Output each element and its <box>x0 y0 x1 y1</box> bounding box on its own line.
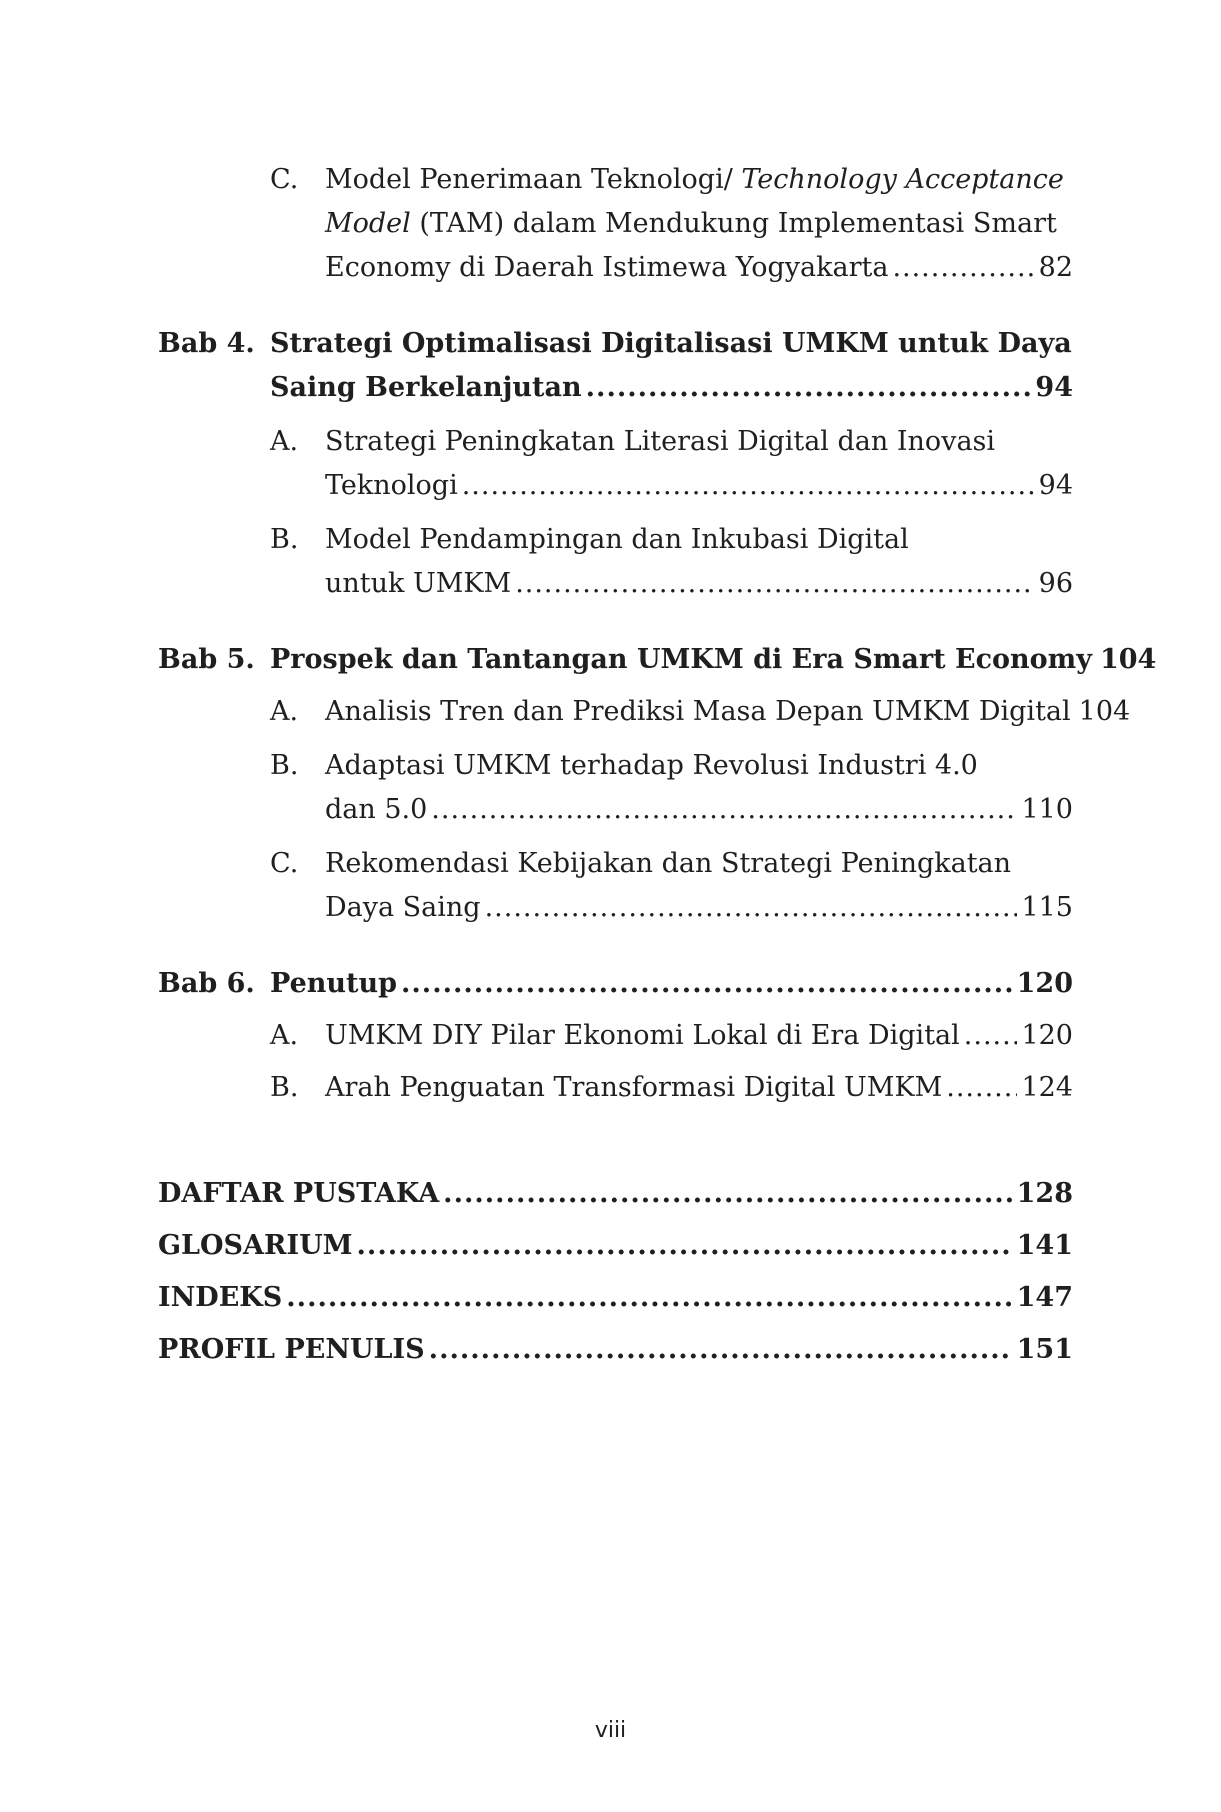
toc-entry-text: Rekomendasi Kebijakan dan Strategi Peningkatan <box>325 848 1012 879</box>
toc-entry-text-italic: Model <box>325 208 411 239</box>
toc-chapter-5 <box>0 638 1221 682</box>
chapter-label: Bab 6. <box>158 968 255 999</box>
dot-leader <box>892 246 1034 290</box>
toc-page-number: 110 <box>1021 794 1073 825</box>
toc-entry-leader-line <box>158 1276 1073 1320</box>
toc-entry-letter: A. <box>270 696 299 727</box>
toc-page-number: 120 <box>1021 1020 1073 1051</box>
toc-page-number: 104 <box>1099 644 1157 675</box>
toc-entry-5c <box>0 842 1221 930</box>
dot-leader <box>431 788 1017 832</box>
toc-page-number: 151 <box>1016 1334 1073 1365</box>
toc-entry-leader-line <box>325 886 1073 930</box>
toc-entry-leader-line <box>325 1066 1073 1110</box>
toc-entry-text: Economy di Daerah Istimewa Yogyakarta <box>325 252 889 283</box>
toc-entry-line <box>325 158 1064 202</box>
toc-entry-leader-line <box>270 962 1073 1006</box>
toc-entry-leader-line <box>270 638 1157 682</box>
toc-page-number: 96 <box>1038 568 1073 599</box>
toc-page-number: 104 <box>1078 696 1131 727</box>
toc-entry-letter: C. <box>270 848 299 879</box>
toc-page-number: 147 <box>1016 1282 1073 1313</box>
back-matter-title: INDEKS <box>158 1282 283 1313</box>
toc-entry-letter: C. <box>270 164 299 195</box>
dot-leader <box>462 464 1035 508</box>
chapter-title: Penutup <box>270 968 397 999</box>
toc-page-number: 82 <box>1038 252 1073 283</box>
toc-entry-text: Arah Penguatan Transformasi Digital UMKM <box>325 1072 943 1103</box>
dot-leader <box>429 1328 1013 1372</box>
dot-leader <box>485 886 1018 930</box>
toc-entry-letter: A. <box>270 1020 299 1051</box>
toc-entry-4a <box>0 420 1221 508</box>
toc-entry-text: Strategi Peningkatan Literasi Digital dan Inovasi <box>325 426 996 457</box>
toc-back-daftar-pustaka <box>0 1172 1221 1216</box>
toc-entry-letter: B. <box>270 1072 299 1103</box>
toc-entry-text: Adaptasi UMKM terhadap Revolusi Industri 4.0 <box>325 750 978 781</box>
toc-entry-letter: B. <box>270 524 299 555</box>
toc-entry-text-italic: Technology Acceptance <box>741 164 1064 195</box>
toc-entry-leader-line <box>325 246 1073 290</box>
toc-page-number: 128 <box>1016 1178 1073 1209</box>
toc-entry-text: UMKM DIY Pilar Ekonomi Lokal di Era Digital <box>325 1020 960 1051</box>
dot-leader <box>357 1224 1013 1268</box>
toc-chapter-4 <box>0 322 1221 410</box>
toc-page-number: 124 <box>1021 1072 1073 1103</box>
chapter-title: Strategi Optimalisasi Digitalisasi UMKM untuk Daya <box>270 328 1072 359</box>
toc-entry-text: Analisis Tren dan Prediksi Masa Depan UMKM Digital <box>325 696 1071 727</box>
toc-chapter-6 <box>0 962 1221 1006</box>
back-matter-title: GLOSARIUM <box>158 1230 353 1261</box>
toc-entry-4b <box>0 518 1221 606</box>
toc-entry-letter: A. <box>270 426 299 457</box>
toc-entry-leader-line <box>325 1014 1073 1058</box>
dot-leader <box>286 1276 1012 1320</box>
toc-entry-text: Model Pendampingan dan Inkubasi Digital <box>325 524 909 555</box>
chapter-label: Bab 4. <box>158 328 255 359</box>
toc-entry-leader-line <box>325 690 1131 734</box>
chapter-title: Prospek dan Tantangan UMKM di Era Smart Economy <box>270 644 1092 675</box>
back-matter-title: DAFTAR PUSTAKA <box>158 1178 440 1209</box>
toc-entry-c-tam <box>0 158 1221 290</box>
dot-leader <box>586 366 1032 410</box>
toc-entry-text: (TAM) dalam Mendukung Implementasi Smart <box>410 208 1057 239</box>
dot-leader <box>515 562 1034 606</box>
toc-page-number: 94 <box>1035 372 1073 403</box>
toc-entry-leader-line <box>270 366 1073 410</box>
toc-entry-line <box>325 202 1057 246</box>
toc-back-profil-penulis <box>0 1328 1221 1372</box>
toc-entry-letter: B. <box>270 750 299 781</box>
toc-page-number: 141 <box>1016 1230 1073 1261</box>
toc-entry-leader-line <box>325 788 1073 832</box>
toc-page-number: 94 <box>1038 470 1073 501</box>
toc-entry-text: Model Penerimaan Teknologi/ <box>325 164 742 195</box>
toc-page-number: 115 <box>1021 892 1073 923</box>
toc-entry-text: dan 5.0 <box>325 794 428 825</box>
toc-entry-text: Teknologi <box>325 470 458 501</box>
toc-entry-leader-line <box>325 562 1073 606</box>
dot-leader <box>401 962 1013 1006</box>
toc-entry-leader-line <box>158 1172 1073 1216</box>
toc-entry-5b <box>0 744 1221 832</box>
dot-leader <box>946 1066 1017 1110</box>
toc-back-indeks <box>0 1276 1221 1320</box>
toc-page-number: 120 <box>1016 968 1073 999</box>
dot-leader <box>964 1014 1018 1058</box>
toc-entry-6a <box>0 1014 1221 1058</box>
chapter-label: Bab 5. <box>158 644 255 675</box>
toc-entry-leader-line <box>325 464 1073 508</box>
toc-entry-text: Daya Saing <box>325 892 481 923</box>
chapter-title: Saing Berkelanjutan <box>270 372 582 403</box>
page-folio: viii <box>594 1718 627 1743</box>
toc-back-glosarium <box>0 1224 1221 1268</box>
toc-entry-leader-line <box>158 1224 1073 1268</box>
toc-entry-leader-line <box>158 1328 1073 1372</box>
toc-entry-6b <box>0 1066 1221 1110</box>
toc-entry-5a <box>0 690 1221 734</box>
dot-leader <box>443 1172 1012 1216</box>
toc-entry-text: untuk UMKM <box>325 568 512 599</box>
back-matter-title: PROFIL PENULIS <box>158 1334 425 1365</box>
